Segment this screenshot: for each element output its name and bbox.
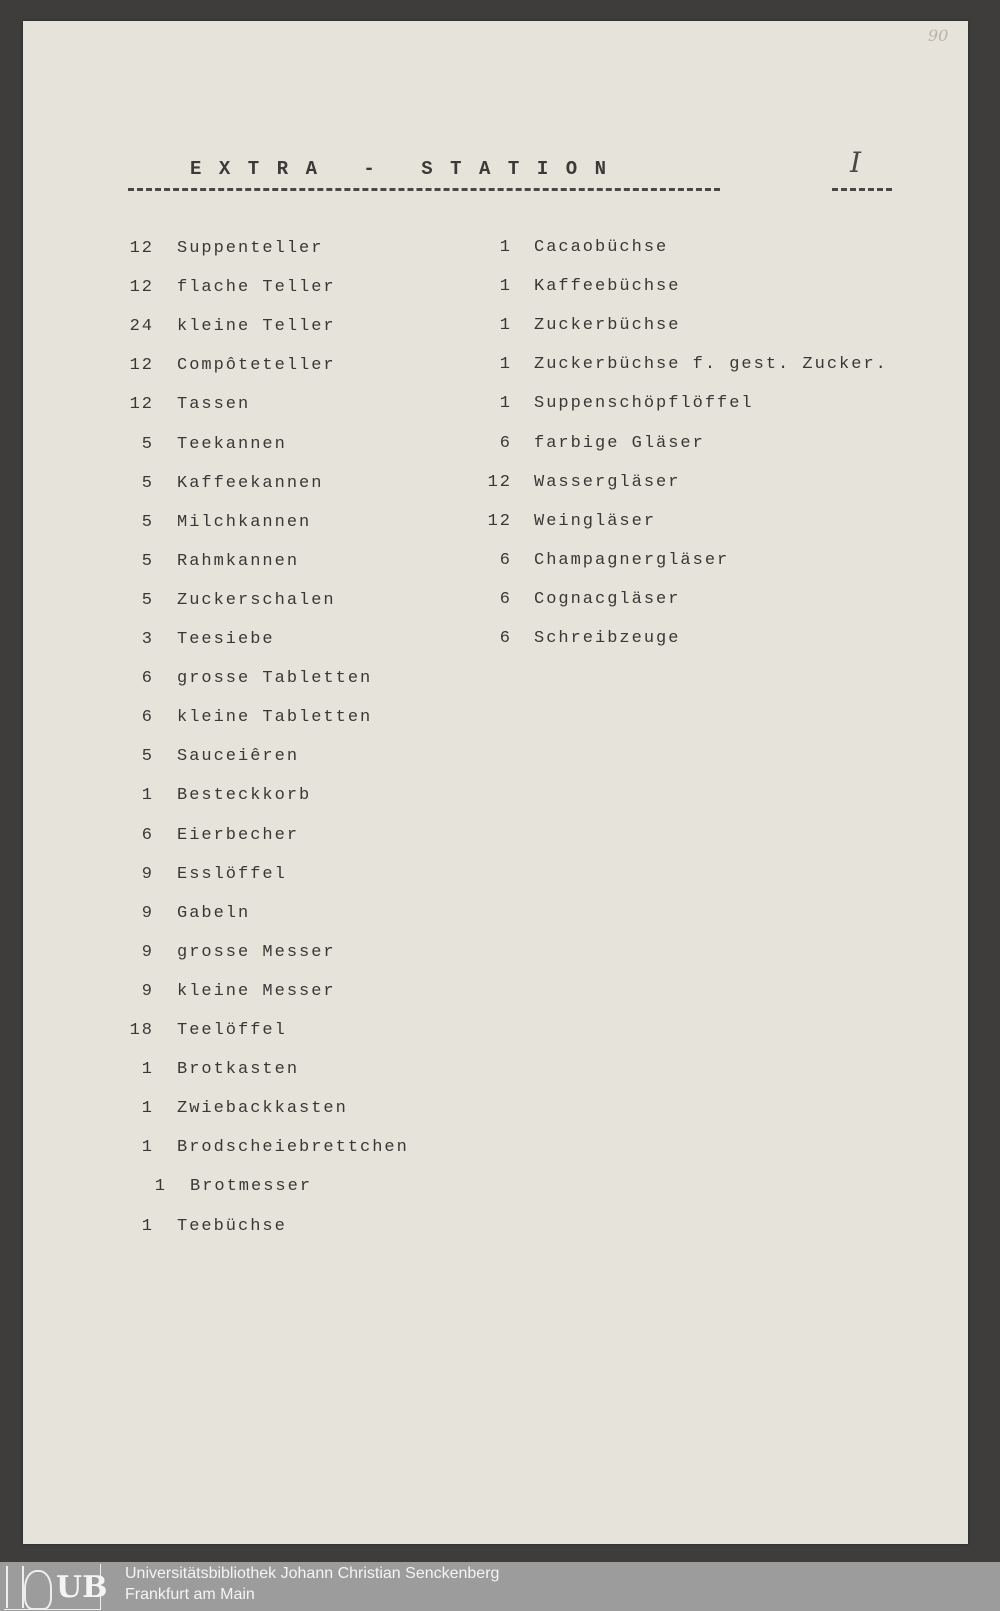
logo-portrait-icon bbox=[24, 1570, 52, 1610]
item-quantity: 6 bbox=[141, 669, 154, 689]
title-underline bbox=[128, 188, 720, 191]
item-name: Zuckerbüchse f. gest. Zucker. bbox=[534, 355, 888, 375]
item-quantity: 5 bbox=[141, 473, 154, 493]
section-underline bbox=[832, 188, 892, 191]
item-name: Teelöffel bbox=[177, 1021, 287, 1040]
item-name: kleine Messer bbox=[177, 981, 336, 1001]
item-name: Cacaobüchse bbox=[534, 238, 669, 257]
item-quantity: 24 bbox=[129, 317, 154, 337]
item-name: Kaffeebüchse bbox=[534, 277, 681, 297]
item-quantity: 12 bbox=[129, 239, 154, 258]
item-quantity: 1 bbox=[141, 1099, 154, 1119]
item-quantity: 12 bbox=[487, 511, 512, 531]
document-title: EXTRA - STATION bbox=[190, 158, 624, 180]
item-quantity: 1 bbox=[499, 238, 512, 257]
item-quantity: 5 bbox=[141, 434, 154, 454]
item-quantity: 1 bbox=[499, 316, 512, 336]
item-quantity: 6 bbox=[141, 825, 154, 845]
item-quantity: 6 bbox=[499, 629, 512, 648]
item-quantity: 12 bbox=[129, 278, 154, 298]
library-footer bbox=[0, 1562, 1000, 1611]
item-quantity: 1 bbox=[499, 355, 512, 375]
item-name: Zuckerbüchse bbox=[534, 316, 681, 336]
item-name: Cognacgläser bbox=[534, 589, 681, 609]
item-name: Rahmkannen bbox=[177, 551, 300, 571]
item-name: Teekannen bbox=[177, 434, 287, 454]
item-quantity: 1 bbox=[154, 1177, 167, 1197]
item-name: flache Teller bbox=[177, 278, 336, 298]
item-quantity: 5 bbox=[141, 512, 154, 532]
item-quantity: 9 bbox=[141, 942, 154, 962]
page-number: 90 bbox=[928, 26, 949, 45]
item-quantity: 12 bbox=[129, 395, 154, 415]
item-name: Brotmesser bbox=[190, 1177, 313, 1197]
item-quantity: 6 bbox=[499, 589, 512, 609]
item-name: Compôteteller bbox=[177, 356, 336, 376]
item-name: Brodscheiebrettchen bbox=[177, 1138, 409, 1158]
ub-logo bbox=[4, 1564, 108, 1610]
item-name: kleine Tabletten bbox=[177, 708, 373, 728]
item-name: Wassergläser bbox=[534, 472, 681, 492]
library-city: Frankfurt am Main bbox=[125, 1586, 255, 1603]
item-name: Brotkasten bbox=[177, 1060, 300, 1080]
item-quantity: 12 bbox=[487, 472, 512, 492]
logo-text: UB bbox=[56, 1570, 108, 1605]
item-quantity: 6 bbox=[141, 708, 154, 728]
item-name: grosse Messer bbox=[177, 942, 336, 962]
library-name: Universitätsbibliothek Johann Christian Senckenberg bbox=[125, 1565, 500, 1582]
item-name: Esslöffel bbox=[177, 864, 287, 884]
item-name: kleine Teller bbox=[177, 317, 336, 337]
item-name: farbige Gläser bbox=[534, 433, 705, 453]
item-quantity: 1 bbox=[141, 786, 154, 806]
item-name: Milchkannen bbox=[177, 512, 312, 532]
item-quantity: 1 bbox=[499, 394, 512, 414]
item-quantity: 5 bbox=[141, 590, 154, 610]
item-name: Zwiebackkasten bbox=[177, 1099, 348, 1119]
item-quantity: 1 bbox=[499, 277, 512, 297]
item-name: Teebüchse bbox=[177, 1216, 287, 1236]
item-quantity: 6 bbox=[499, 433, 512, 453]
item-name: Schreibzeuge bbox=[534, 629, 681, 648]
item-quantity: 1 bbox=[141, 1216, 154, 1236]
item-quantity: 9 bbox=[141, 981, 154, 1001]
item-name: Champagnergläser bbox=[534, 550, 730, 570]
item-quantity: 12 bbox=[129, 356, 154, 376]
item-name: Eierbecher bbox=[177, 825, 300, 845]
item-quantity: 1 bbox=[141, 1138, 154, 1158]
item-name: Tassen bbox=[177, 395, 251, 415]
item-name: Suppenschöpflöffel bbox=[534, 394, 754, 414]
section-number: I bbox=[850, 146, 862, 179]
logo-columns-icon bbox=[6, 1566, 24, 1608]
item-name: Suppenteller bbox=[177, 239, 324, 258]
item-quantity: 3 bbox=[141, 630, 154, 649]
item-quantity: 5 bbox=[141, 551, 154, 571]
item-quantity: 9 bbox=[141, 903, 154, 923]
item-quantity: 5 bbox=[141, 747, 154, 767]
item-name: Zuckerschalen bbox=[177, 590, 336, 610]
item-name: Gabeln bbox=[177, 903, 251, 923]
item-quantity: 6 bbox=[499, 550, 512, 570]
item-name: Weingläser bbox=[534, 511, 657, 531]
item-name: Kaffeekannen bbox=[177, 473, 324, 493]
item-quantity: 9 bbox=[141, 864, 154, 884]
item-name: Sauceiêren bbox=[177, 747, 300, 767]
item-name: grosse Tabletten bbox=[177, 669, 373, 689]
item-quantity: 18 bbox=[129, 1021, 154, 1040]
item-name: Besteckkorb bbox=[177, 786, 312, 806]
item-quantity: 1 bbox=[141, 1060, 154, 1080]
item-name: Teesiebe bbox=[177, 630, 275, 649]
